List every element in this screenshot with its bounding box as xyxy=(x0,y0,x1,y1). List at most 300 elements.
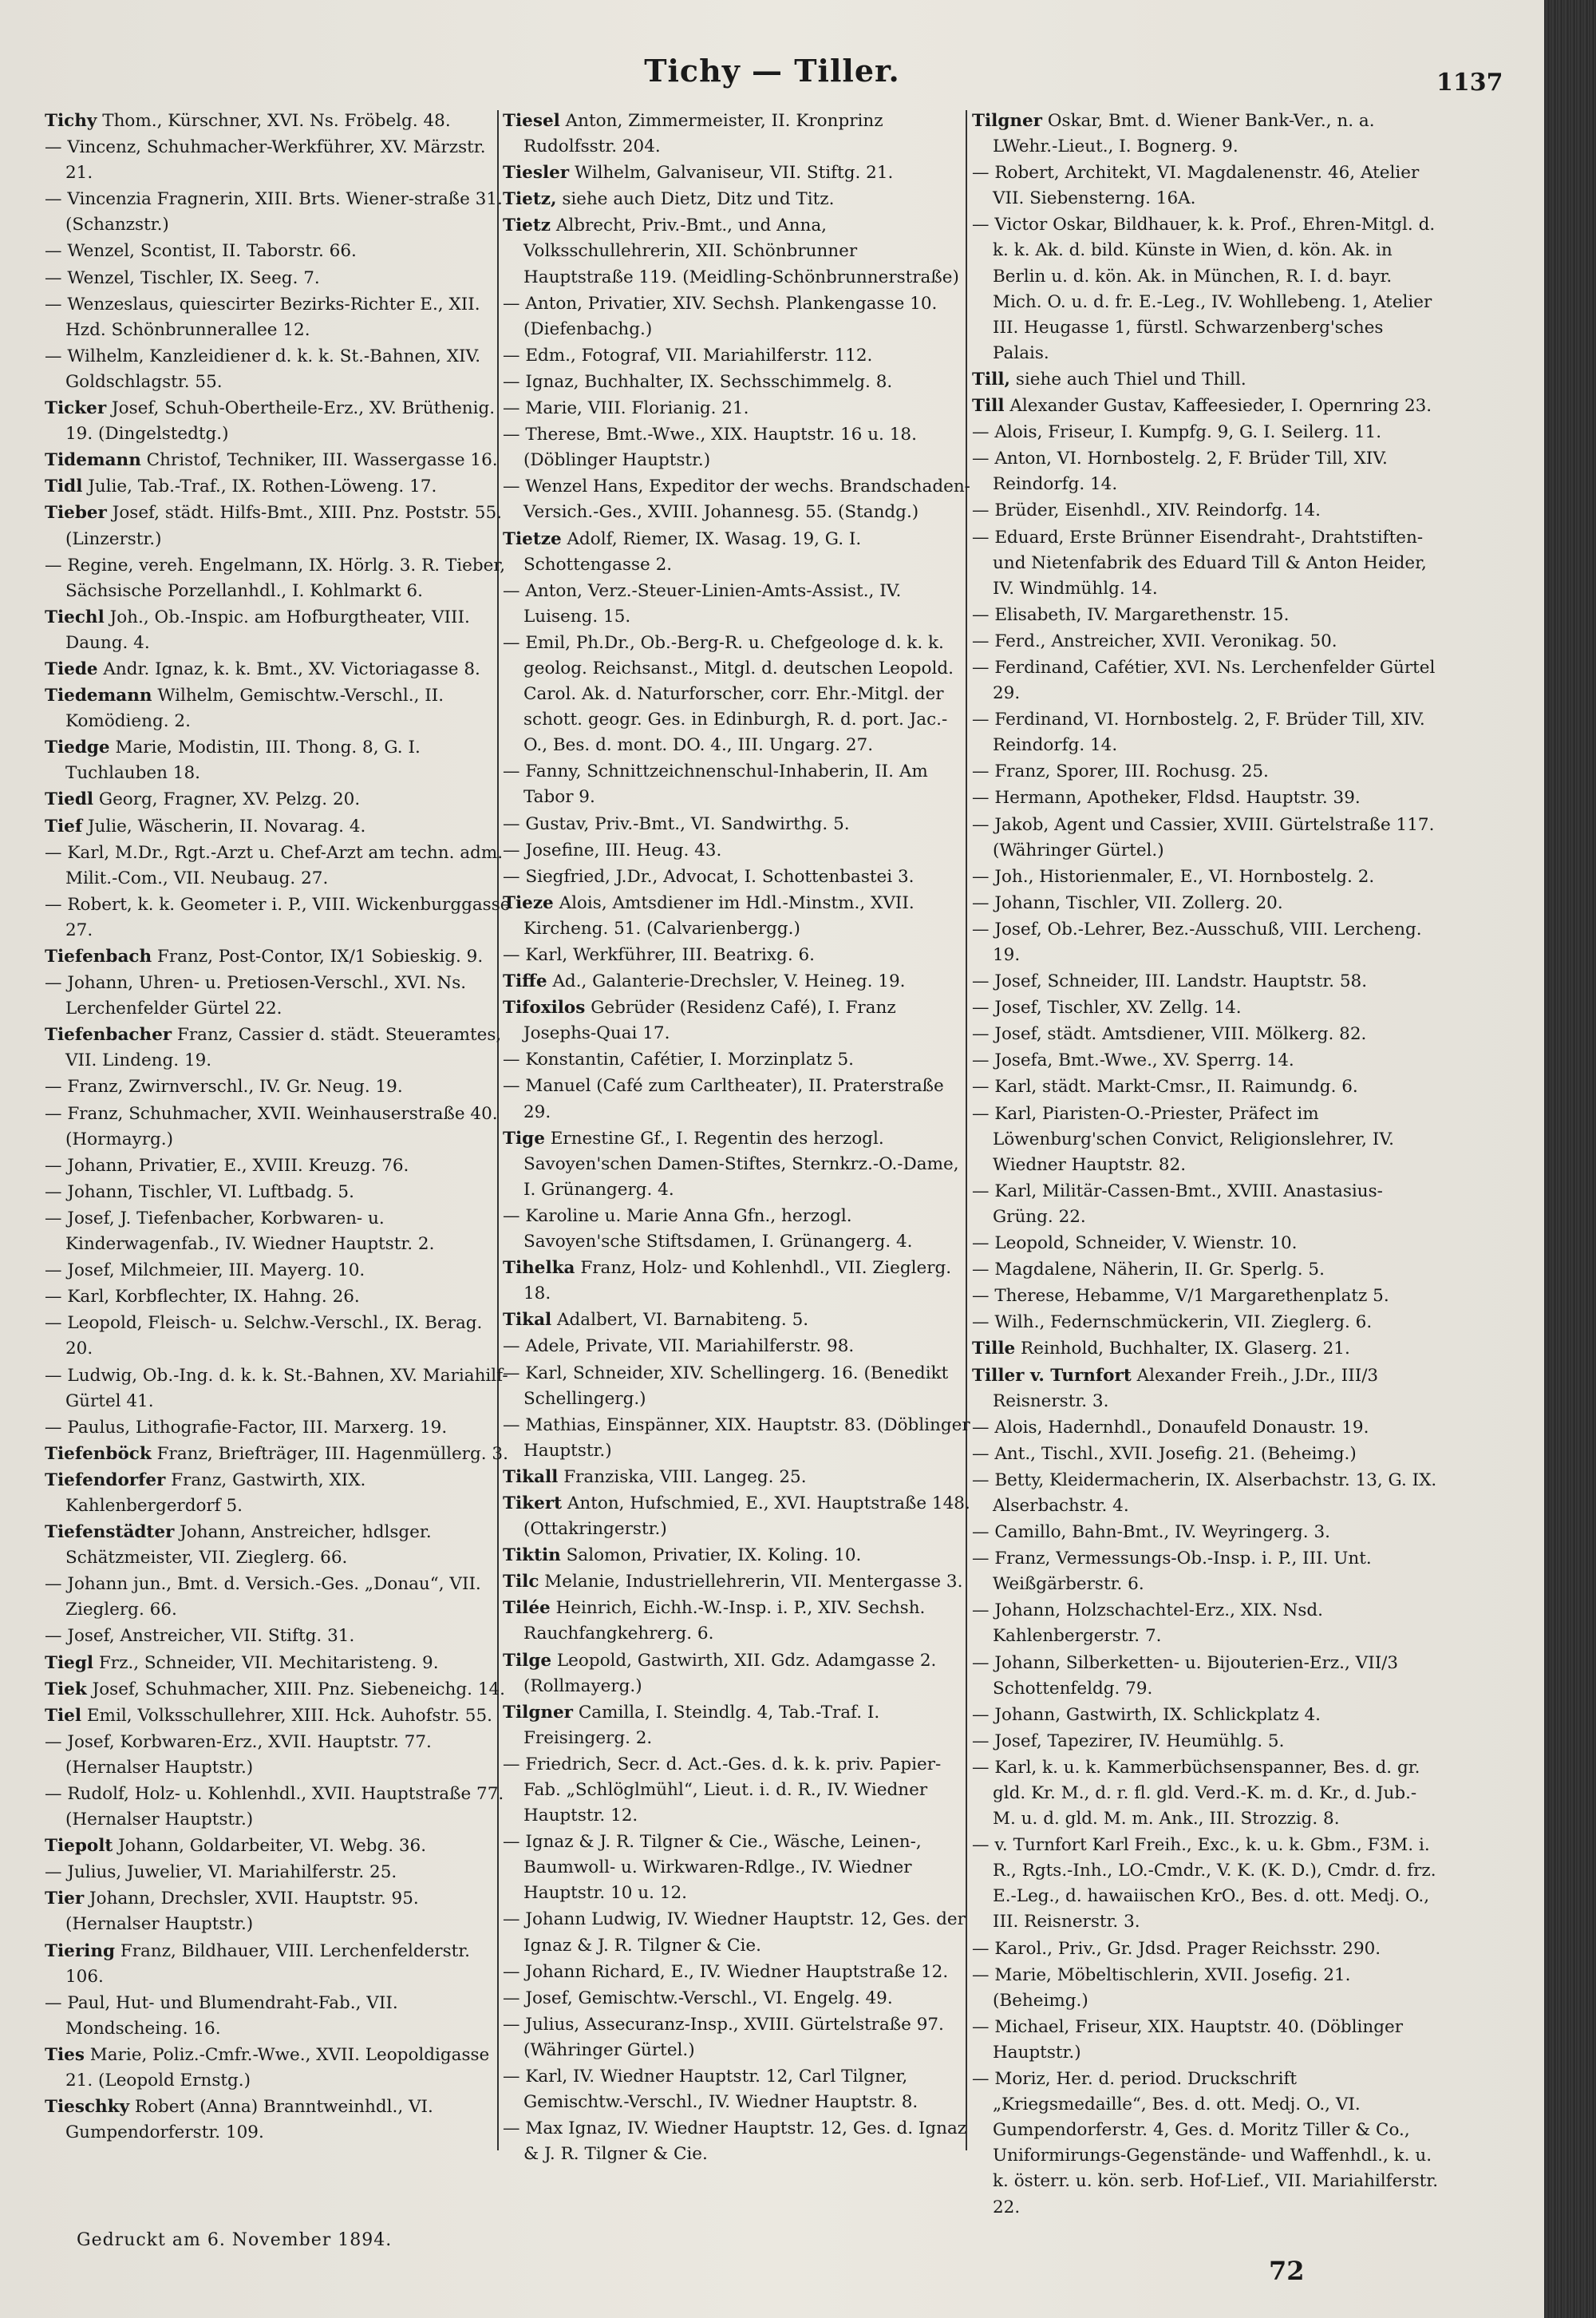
directory-entry xyxy=(503,812,970,837)
entry-text: Melanie, Industriellehrerin, VII. Mentergasse 3. xyxy=(544,1572,963,1592)
entry-text: — Karl, k. u. k. Kammerbüchsenspanner, Bes. d. gr. gld. Kr. M., d. r. fl. gld. Verd.-K. m. d. Kr., d. Jub.-M. u. d. gld. M. m. Ank., III. Strozzig. 8. xyxy=(972,1757,1420,1829)
entry-text: — Johann, Privatier, E., XVIII. Kreuzg. 76. xyxy=(45,1155,409,1176)
entry-text: — Johann, Tischler, VI. Luftbadg. 5. xyxy=(45,1181,354,1202)
entry-surname: Tiesler xyxy=(503,163,570,184)
entry-text: — Karl, Werkführer, III. Beatrixg. 6. xyxy=(503,945,815,965)
directory-entry xyxy=(45,1284,512,1310)
entry-text: Anton, Hufschmied, E., XVI. Hauptstraße 148. (Ottakringerstr.) xyxy=(523,1493,970,1540)
entry-text: — Karl, IV. Wiedner Hauptstr. 12, Carl Tilgner, Gemischtw.-Verschl., IV. Wiedner Hauptstr. 8. xyxy=(503,2067,918,2113)
entry-text: Reinhold, Buchhalter, IX. Glaserg. 21. xyxy=(1021,1339,1350,1359)
directory-entry xyxy=(503,187,970,212)
directory-entry xyxy=(972,2067,1440,2221)
entry-text: Ad., Galanterie-Drechsler, V. Heineg. 19. xyxy=(552,971,906,992)
directory-entry xyxy=(45,1153,512,1179)
entry-surname: Tiedge xyxy=(45,738,110,758)
directory-entry xyxy=(503,1074,970,1125)
entry-text: — Josef, Korbwaren-Erz., XVII. Hauptstr. 77. (Hernalser Hauptstr.) xyxy=(45,1731,432,1778)
entry-text: Albrecht, Priv.-Bmt., und Anna, Volksschullehrerin, XII. Schönbrunner Hauptstraße 119. (Meidling-Schönbrunnerstraße) xyxy=(523,216,959,287)
directory-entry xyxy=(45,1677,512,1703)
entry-text: — Karl, Schneider, XIV. Schellingerg. 16. (Benedikt Schellingerg.) xyxy=(503,1363,949,1409)
entry-surname: Tieze xyxy=(503,892,554,913)
entry-text: Adalbert, VI. Barnabiteng. 5. xyxy=(557,1310,809,1331)
entry-text: Frz., Schneider, VII. Mechitaristeng. 9. xyxy=(98,1652,439,1673)
entry-text: — Therese, Bmt.-Wwe., XIX. Hauptstr. 16 u. 18. (Döblinger Hauptstr.) xyxy=(503,425,917,471)
directory-entry xyxy=(503,864,970,890)
directory-entry xyxy=(503,160,970,186)
entry-text: Emil, Volksschullehrer, XIII. Hck. Auhofstr. 55. xyxy=(86,1705,492,1726)
directory-entry xyxy=(972,1074,1440,1100)
directory-entry xyxy=(972,785,1440,811)
directory-entry xyxy=(45,2043,512,2094)
entry-text: — Karl, Piaristen-O.-Priester, Präfect im Löwenburg'schen Convict, Religionslehrer, IV. Wiedner Hauptstr. 82. xyxy=(972,1103,1394,1175)
print-date: Gedruckt am 6. November 1894. xyxy=(77,2230,393,2250)
entry-text: — Vincenzia Fragnerin, XIII. Brts. Wiener-straße 31. (Schanzstr.) xyxy=(45,189,503,235)
directory-entry xyxy=(503,1907,970,1958)
directory-entry xyxy=(972,1179,1440,1230)
entry-text: — Johann, Holzschachtel-Erz., XIX. Nsd. Kahlenbergerstr. 7. xyxy=(972,1600,1323,1647)
entry-text: — Paul, Hut- und Blumendraht-Fab., VII. Mondscheing. 16. xyxy=(45,1992,398,2039)
directory-entry xyxy=(972,1520,1440,1545)
entry-text: Franz, Bildhauer, VIII. Lerchenfelderstr. 106. xyxy=(65,1940,471,1987)
directory-entry xyxy=(503,1596,970,1647)
directory-entry xyxy=(972,1284,1440,1309)
directory-entry xyxy=(45,1415,512,1441)
directory-entry xyxy=(45,1782,512,1833)
entry-text: — Wenzeslaus, quiescirter Bezirks-Richter E., XII. Hzd. Schönbrunnerallee 12. xyxy=(45,294,480,340)
entry-surname: Tilgner xyxy=(972,111,1043,131)
entry-surname: Tiefenbacher xyxy=(45,1025,172,1046)
entry-text: — Josefa, Bmt.-Wwe., XV. Sperrg. 14. xyxy=(972,1050,1294,1071)
entry-text: — Julius, Assecuranz-Insp., XVIII. Gürtelstraße 97. (Währinger Gürtel.) xyxy=(503,2014,944,2060)
entry-text: — Johann, Tischler, VII. Zollerg. 20. xyxy=(972,892,1283,913)
entry-text: — Karol., Priv., Gr. Jdsd. Prager Reichsstr. 290. xyxy=(972,1938,1381,1959)
entry-text: Adolf, Riemer, IX. Wasag. 19, G. I. Schottengasse 2. xyxy=(523,528,862,575)
directory-entry xyxy=(972,1415,1440,1441)
entry-text: — Josef, Tapezirer, IV. Heumühlg. 5. xyxy=(972,1731,1285,1751)
directory-entry xyxy=(972,1936,1440,1962)
entry-text: — Ant., Tischl., XVII. Josefig. 21. (Beheimg.) xyxy=(972,1443,1357,1464)
entry-text: — Edm., Fotograf, VII. Mariahilferstr. 112. xyxy=(503,345,873,366)
directory-entry xyxy=(503,2012,970,2063)
entry-text: Robert (Anna) Branntweinhdl., VI. Gumpendorferstr. 109. xyxy=(65,2097,433,2143)
entry-text: — Victor Oskar, Bildhauer, k. k. Prof., Ehren-Mitgl. d. k. k. Ak. d. bild. Künste in Wien, d. kön. Ak. in Berlin u. d. kön. Ak. in München, R. I. d. bayr. Mich. O. u. d. fr. E.-Leg., IV. Wohllebeng. 1, Atelier III. Heugasse 1, fürstl. Schwarzenberg'sches Palais. xyxy=(972,215,1436,363)
directory-entry xyxy=(503,527,970,578)
running-head: Tichy — Tiller. xyxy=(644,53,900,89)
directory-entry xyxy=(503,1543,970,1568)
directory-entry xyxy=(503,109,970,160)
directory-entry xyxy=(45,1102,512,1153)
directory-entry xyxy=(45,1651,512,1676)
entry-text: — Josef, Schneider, III. Landstr. Hauptstr. 58. xyxy=(972,971,1368,992)
entry-surname: Tietze xyxy=(503,528,562,549)
entry-text: Alexander Gustav, Kaffeesieder, I. Opernring 23. xyxy=(1009,396,1432,417)
entry-surname: Tiepolt xyxy=(45,1836,113,1857)
directory-entry xyxy=(503,422,970,473)
entry-text: — Karl, Militär-Cassen-Bmt., XVIII. Anastasius-Grüng. 22. xyxy=(972,1181,1383,1227)
entry-text: — Johann Richard, E., IV. Wiedner Hauptstraße 12. xyxy=(503,1961,949,1982)
entry-surname: Tikall xyxy=(503,1466,559,1487)
entry-text: — Ferd., Anstreicher, XVII. Veronikag. 50. xyxy=(972,631,1337,651)
entry-text: — Adele, Private, VII. Mariahilferstr. 98. xyxy=(503,1336,855,1357)
entry-text: Franziska, VIII. Langeg. 25. xyxy=(563,1466,807,1487)
entry-text: — Karl, M.Dr., Rgt.-Arzt u. Chef-Arzt am techn. adm. Milit.-Com., VII. Neubaug. 27. xyxy=(45,842,504,888)
entry-text: — Karl, städt. Markt-Cmsr., II. Raimundg. 6. xyxy=(972,1077,1358,1098)
entry-surname: Tiesel xyxy=(503,111,560,131)
entry-text: — Anton, Privatier, XIV. Sechsh. Plankengasse 10. (Diefenbachg.) xyxy=(503,293,938,339)
entry-text: — Camillo, Bahn-Bmt., IV. Weyringerg. 3. xyxy=(972,1522,1330,1543)
directory-entry xyxy=(972,1257,1440,1283)
entry-text: — Konstantin, Cafétier, I. Morzinplatz 5. xyxy=(503,1050,854,1070)
directory-entry xyxy=(503,1491,970,1542)
entry-text: — Therese, Hebamme, V/1 Margarethenplatz 5. xyxy=(972,1286,1389,1307)
directory-entry xyxy=(45,944,512,970)
directory-entry xyxy=(45,474,512,500)
entry-text: Julie, Wäscherin, II. Novarag. 4. xyxy=(87,816,366,837)
directory-entry xyxy=(972,1651,1440,1702)
directory-entry xyxy=(503,631,970,758)
directory-entry xyxy=(972,1022,1440,1047)
entry-surname: Till, xyxy=(972,369,1010,390)
directory-entry xyxy=(503,1413,970,1464)
entry-surname: Tieber xyxy=(45,503,107,524)
entry-text: Johann, Goldarbeiter, VI. Webg. 36. xyxy=(118,1836,427,1857)
entry-text: — Anton, VI. Hornbostelg. 2, F. Brüder Till, XIV. Reindorfg. 14. xyxy=(972,449,1388,495)
directory-entry xyxy=(45,1886,512,1937)
entry-text: — Leopold, Fleisch- u. Selchw.-Verschl., IX. Berag. 20. xyxy=(45,1313,483,1359)
directory-entry xyxy=(45,292,512,343)
entry-text: Christof, Techniker, III. Wassergasse 16. xyxy=(146,450,498,471)
directory-entry xyxy=(503,396,970,421)
directory-entry xyxy=(972,160,1440,212)
entry-surname: Tiffe xyxy=(503,971,547,992)
entry-text: — Joh., Historienmaler, E., VI. Hornbostelg. 2. xyxy=(972,866,1375,887)
directory-entry xyxy=(972,603,1440,628)
directory-entry xyxy=(45,396,512,447)
directory-entry xyxy=(45,605,512,656)
directory-entry xyxy=(45,1520,512,1571)
directory-entry xyxy=(45,187,512,238)
entry-text: — Moriz, Her. d. period. Druckschrift „Kriegsmedaille“, Bes. d. ott. Medj. O., VI. Gumpendorferstr. 4, Ges. d. Moritz Tiller & Co., Uniformirungs-Gegenstände- und Waffenhdl., k. u. k. österr. u. kön. serb. Hof-Lief., VII. Mariahilferstr. 22. xyxy=(972,2069,1439,2217)
directory-entry xyxy=(45,1624,512,1649)
directory-entry xyxy=(972,917,1440,968)
entry-surname: Tiel xyxy=(45,1705,82,1726)
entry-surname: Tidemann xyxy=(45,450,141,471)
entry-surname: Tiefenbach xyxy=(45,947,152,967)
entry-text: siehe auch Dietz, Ditz und Titz. xyxy=(562,189,835,210)
entry-text: — Magdalene, Näherin, II. Gr. Sperlg. 5. xyxy=(972,1260,1325,1280)
directory-entry xyxy=(45,814,512,840)
directory-entry xyxy=(972,1231,1440,1256)
entry-surname: Tiktin xyxy=(503,1545,561,1566)
entry-text: — Siegfried, J.Dr., Advocat, I. Schottenbastei 3. xyxy=(503,866,915,887)
entry-text: — Max Ignaz, IV. Wiedner Hauptstr. 12, Ges. d. Ignaz & J. R. Tilgner & Cie. xyxy=(503,2118,967,2165)
directory-entry xyxy=(503,995,970,1046)
entry-text: siehe auch Thiel und Thill. xyxy=(1015,369,1246,390)
entry-text: Alexander Freih., J.Dr., III/3 Reisnerstr. 3. xyxy=(993,1365,1379,1411)
directory-entry xyxy=(45,735,512,786)
entry-text: — Elisabeth, IV. Margarethenstr. 15. xyxy=(972,604,1290,625)
entry-text: — Manuel (Café zum Carltheater), II. Praterstraße 29. xyxy=(503,1076,944,1122)
entry-text: Josef, städt. Hilfs-Bmt., XIII. Pnz. Poststr. 55. (Linzerstr.) xyxy=(65,503,502,549)
directory-entry xyxy=(45,683,512,734)
directory-entry xyxy=(972,1442,1440,1467)
directory-entry xyxy=(972,1102,1440,1178)
directory-entry xyxy=(503,1307,970,1333)
entry-surname: Tief xyxy=(45,816,83,837)
directory-entry xyxy=(45,841,512,892)
directory-entry xyxy=(45,1311,512,1362)
entry-text: — Franz, Sporer, III. Rochusg. 25. xyxy=(972,761,1269,782)
directory-entry xyxy=(45,1572,512,1623)
entry-text: Wilhelm, Gemischtw.-Verschl., II. Komödieng. 2. xyxy=(65,686,444,732)
entry-text: — Ignaz & J. R. Tilgner & Cie., Wäsche, Leinen-, Baumwoll- u. Wirkwaren-Rdlge., IV. Wiedner Hauptstr. 10 u. 12. xyxy=(503,1832,922,1904)
entry-surname: Tille xyxy=(972,1339,1016,1359)
entry-text: — Josef, Anstreicher, VII. Stiftg. 31. xyxy=(45,1626,355,1647)
directory-entry xyxy=(45,657,512,682)
entry-text: Johann, Anstreicher, hdlsger. Schätzmeister, VII. Zieglerg. 66. xyxy=(65,1522,432,1568)
entry-text: Thom., Kürschner, XVI. Ns. Fröbelg. 48. xyxy=(102,111,451,131)
directory-entry xyxy=(45,1258,512,1284)
entry-text: Camilla, I. Steindlg. 4, Tab.-Traf. I. Freisingerg. 2. xyxy=(523,1702,880,1748)
entry-text: — Jakob, Agent und Cassier, XVIII. Gürtelstraße 117. (Währinger Gürtel.) xyxy=(972,814,1435,860)
directory-entry xyxy=(45,892,512,943)
entry-text: Franz, Post-Contor, IX/1 Sobieskig. 9. xyxy=(156,947,484,967)
directory-entry xyxy=(972,891,1440,916)
entry-text: — Josef, Ob.-Lehrer, Bez.-Ausschuß, VIII. Lercheng. 19. xyxy=(972,919,1422,965)
directory-entry xyxy=(972,1703,1440,1728)
directory-entry xyxy=(503,943,970,968)
entry-surname: Tilge xyxy=(503,1650,552,1671)
entry-text: — Alois, Hadernhdl., Donaufeld Donaustr. 19. xyxy=(972,1417,1369,1438)
entry-text: — Johann Ludwig, IV. Wiedner Hauptstr. 12, Ges. der Ignaz & J. R. Tilgner & Cie. xyxy=(503,1909,966,1956)
directory-entry xyxy=(503,291,970,342)
entry-text: — Eduard, Erste Brünner Eisendraht-, Drahtstiften- und Nietenfabrik des Eduard Till & Anton Heider, IV. Windmühlg. 14. xyxy=(972,527,1427,599)
directory-entry xyxy=(503,1256,970,1307)
directory-entry xyxy=(972,1546,1440,1597)
directory-entry xyxy=(972,1468,1440,1519)
entry-text: Anton, Zimmermeister, II. Kronprinz Rudolfsstr. 204. xyxy=(523,111,883,157)
entry-surname: Ticker xyxy=(45,398,107,419)
directory-entry xyxy=(45,109,512,134)
entry-surname: Tidl xyxy=(45,477,83,497)
directory-entry xyxy=(45,500,512,552)
directory-entry xyxy=(503,2116,970,2167)
entry-text: — Marie, VIII. Florianig. 21. xyxy=(503,398,749,419)
directory-entry xyxy=(503,1204,970,1255)
entry-text: Franz, Holz- und Kohlenhdl., VII. Zieglerg. 18. xyxy=(523,1258,952,1304)
directory-entry xyxy=(503,1334,970,1359)
entry-text: Julie, Tab.-Traf., IX. Rothen-Löweng. 17. xyxy=(88,477,437,497)
directory-entry xyxy=(972,969,1440,995)
entry-surname: Tiek xyxy=(45,1679,87,1699)
directory-entry xyxy=(972,212,1440,366)
entry-text: — Johann, Silberketten- u. Bijouterien-Erz., VII/3 Schottenfeldg. 79. xyxy=(972,1652,1399,1699)
directory-entry xyxy=(503,1700,970,1751)
entry-text: Franz, Gastwirth, XIX. Kahlenbergerdorf 5. xyxy=(65,1470,366,1516)
entry-text: Ernestine Gf., I. Regentin des herzogl. Savoyen'schen Damen-Stiftes, Sternkrz.-O.-Dame, I. Grünangerg. 4. xyxy=(523,1128,959,1200)
column-2 xyxy=(503,109,970,2165)
entry-text: — Josefine, III. Heug. 43. xyxy=(503,840,722,860)
directory-entry xyxy=(972,1310,1440,1335)
directory-entry xyxy=(972,759,1440,785)
directory-entry xyxy=(972,109,1440,160)
directory-entry xyxy=(45,1991,512,2042)
entry-surname: Tiechl xyxy=(45,607,105,627)
directory-entry xyxy=(503,969,970,995)
directory-entry xyxy=(45,787,512,813)
entry-text: Josef, Schuhmacher, XIII. Pnz. Siebeneichg. 14. xyxy=(92,1679,506,1699)
entry-text: — Josef, städt. Amtsdiener, VIII. Mölkerg. 82. xyxy=(972,1024,1367,1045)
entry-surname: Tilée xyxy=(503,1598,551,1619)
entry-surname: Till xyxy=(972,396,1005,417)
entry-text: — Johann, Gastwirth, IX. Schlickplatz 4. xyxy=(972,1704,1321,1725)
entry-text: Andr. Ignaz, k. k. Bmt., XV. Victoriagasse 8. xyxy=(103,659,480,679)
entry-text: — Johann, Uhren- u. Pretiosen-Verschl., XVI. Ns. Lerchenfelder Gürtel 22. xyxy=(45,973,467,1019)
signature-mark: 72 xyxy=(1269,2256,1305,2286)
directory-entry xyxy=(972,420,1440,445)
entry-surname: Tiegl xyxy=(45,1652,94,1673)
entry-text: — Karoline u. Marie Anna Gfn., herzogl. Savoyen'sche Stiftsdamen, I. Grünangerg. 4. xyxy=(503,1205,913,1252)
entry-surname: Tige xyxy=(503,1128,545,1149)
entry-text: Joh., Ob.-Inspic. am Hofburgtheater, VIII. Daung. 4. xyxy=(65,607,470,653)
directory-entry xyxy=(972,498,1440,524)
directory-entry xyxy=(45,1860,512,1885)
directory-entry xyxy=(45,971,512,1022)
entry-text: — Wenzel, Tischler, IX. Seeg. 7. xyxy=(45,267,320,288)
entry-text: — Ferdinand, Cafétier, XVI. Ns. Lerchenfelder Gürtel 29. xyxy=(972,657,1436,704)
entry-surname: Tilgner xyxy=(503,1702,574,1723)
entry-text: — Alois, Friseur, I. Kumpfg. 9, G. I. Seilerg. 11. xyxy=(972,422,1382,443)
directory-entry xyxy=(972,995,1440,1021)
directory-entry xyxy=(503,370,970,395)
entry-text: — Emil, Ph.Dr., Ob.-Berg-R. u. Chefgeologe d. k. k. geolog. Reichsanst., Mitgl. d. deutschen Leopold. Carol. Ak. d. Naturforscher, corr. Ehr.-Mitgl. der schott. geogr. Ges. in Edinburgh, R. d. port. Jac.-O., Bes. d. mont. DO. 4., III. Ungarg. 27. xyxy=(503,632,954,756)
entry-surname: Tiller v. Turnfort xyxy=(972,1365,1132,1386)
entry-text: Wilhelm, Galvaniseur, VII. Stiftg. 21. xyxy=(574,163,894,184)
entry-surname: Tietz xyxy=(503,216,551,236)
entry-surname: Tieschky xyxy=(45,2097,130,2118)
directory-entry xyxy=(503,1126,970,1203)
entry-surname: Tifoxilos xyxy=(503,998,586,1019)
entry-text: — Robert, k. k. Geometer i. P., VIII. Wickenburggasse 27. xyxy=(45,894,511,940)
directory-entry xyxy=(45,1468,512,1519)
directory-entry xyxy=(45,1833,512,1859)
directory-entry xyxy=(503,759,970,810)
entry-surname: Tietz, xyxy=(503,189,557,210)
entry-surname: Tikert xyxy=(503,1493,563,1513)
entry-surname: Tiede xyxy=(45,659,98,679)
entry-text: Salomon, Privatier, IX. Koling. 10. xyxy=(566,1545,862,1566)
directory-entry xyxy=(503,2064,970,2115)
entry-surname: Tiedl xyxy=(45,789,94,810)
entry-text: Johann, Drechsler, XVII. Hauptstr. 95. (Hernalser Hauptstr.) xyxy=(65,1889,419,1935)
directory-entry xyxy=(45,239,512,264)
directory-entry xyxy=(503,1752,970,1829)
directory-entry xyxy=(972,525,1440,602)
entry-text: — Leopold, Schneider, V. Wienstr. 10. xyxy=(972,1233,1298,1254)
entry-text: — Rudolf, Holz- u. Kohlenhdl., XVII. Hauptstraße 77. (Hernalser Hauptstr.) xyxy=(45,1784,504,1830)
directory-entry xyxy=(972,1048,1440,1074)
directory-entry xyxy=(45,553,512,604)
directory-entry xyxy=(972,1755,1440,1832)
directory-entry xyxy=(972,1598,1440,1649)
directory-entry xyxy=(503,838,970,864)
directory-entry xyxy=(503,343,970,369)
directory-entry xyxy=(503,891,970,942)
directory-entry xyxy=(45,266,512,291)
directory-entry xyxy=(503,1465,970,1490)
entry-surname: Tiefenstädter xyxy=(45,1522,175,1543)
entry-text: — Brüder, Eisenhdl., XIV. Reindorfg. 14. xyxy=(972,500,1321,521)
directory-entry xyxy=(972,1833,1440,1935)
entry-text: — Karl, Korbflechter, IX. Hahng. 26. xyxy=(45,1287,360,1307)
entry-text: Georg, Fragner, XV. Pelzg. 20. xyxy=(98,789,361,810)
entry-text: — Hermann, Apotheker, Fldsd. Hauptstr. 39. xyxy=(972,788,1361,809)
entry-text: — Julius, Juwelier, VI. Mariahilferstr. 25. xyxy=(45,1862,397,1883)
entry-surname: Tiefendorfer xyxy=(45,1470,166,1490)
entry-text: — Vincenz, Schuhmacher-Werkführer, XV. Märzstr. 21. xyxy=(45,137,486,184)
entry-text: — Ludwig, Ob.-Ing. d. k. k. St.-Bahnen, XV. Mariahilf-Gürtel 41. xyxy=(45,1365,508,1411)
directory-entry xyxy=(972,707,1440,758)
entry-text: — Mathias, Einspänner, XIX. Hauptstr. 83. (Döblinger Hauptstr.) xyxy=(503,1414,970,1461)
entry-text: — Ferdinand, VI. Hornbostelg. 2, F. Brüder Till, XIV. Reindorfg. 14. xyxy=(972,710,1425,756)
directory-entry xyxy=(503,1569,970,1595)
entry-surname: Tiering xyxy=(45,1940,116,1961)
directory-entry xyxy=(45,1730,512,1781)
directory-entry xyxy=(503,1829,970,1906)
directory-entry xyxy=(972,864,1440,890)
entry-text: Alois, Amtsdiener im Hdl.-Minstm., XVII. Kircheng. 51. (Calvarienbergg.) xyxy=(523,892,915,939)
directory-entry xyxy=(972,1336,1440,1362)
directory-entry xyxy=(972,394,1440,419)
entry-text: Marie, Modistin, III. Thong. 8, G. I. Tuchlauben 18. xyxy=(65,738,421,784)
entry-text: Gebrüder (Residenz Café), I. Franz Josephs-Quai 17. xyxy=(523,998,896,1044)
entry-text: — Betty, Kleidermacherin, IX. Alserbachstr. 13, G. IX. Alserbachstr. 4. xyxy=(972,1470,1437,1516)
entry-text: Marie, Poliz.-Cmfr.-Wwe., XVII. Leopoldigasse 21. (Leopold Ernstg.) xyxy=(65,2044,490,2091)
entry-surname: Tilc xyxy=(503,1572,539,1592)
entry-text: — Wenzel, Scontist, II. Taborstr. 66. xyxy=(45,241,357,262)
directory-entry xyxy=(972,367,1440,393)
entry-text: — Michael, Friseur, XIX. Hauptstr. 40. (Döblinger Hauptstr.) xyxy=(972,2016,1404,2063)
directory-entry xyxy=(503,1361,970,1412)
entry-text: — Wilhelm, Kanzleidiener d. k. k. St.-Bahnen, XIV. Goldschlagstr. 55. xyxy=(45,346,481,392)
entry-text: — Marie, Möbeltischlerin, XVII. Josefig. 21. (Beheimg.) xyxy=(972,1964,1351,2011)
entry-text: — Regine, vereh. Engelmann, IX. Hörlg. 3. R. Tieber, Sächsische Porzellanhdl., I. Kohlmarkt 6. xyxy=(45,555,506,601)
column-3 xyxy=(972,109,1440,2217)
directory-entry xyxy=(45,1180,512,1205)
entry-text: Oskar, Bmt. d. Wiener Bank-Ver., n. a. LWehr.-Lieut., I. Bognerg. 9. xyxy=(993,111,1375,157)
entry-text: — Franz, Vermessungs-Ob.-Insp. i. P., III. Unt. Weißgärberstr. 6. xyxy=(972,1549,1372,1595)
entry-text: Franz, Cassier d. städt. Steueramtes, VII. Lindeng. 19. xyxy=(65,1025,502,1071)
directory-entry xyxy=(503,1960,970,1985)
entry-surname: Tikal xyxy=(503,1310,552,1331)
entry-text: — Josef, J. Tiefenbacher, Korbwaren- u. Kinderwagenfab., IV. Wiedner Hauptstr. 2. xyxy=(45,1208,435,1255)
entry-text: — v. Turnfort Karl Freih., Exc., k. u. k. Gbm., F3M. i. R., Rgts.-Inh., LO.-Cmdr., V. K. (K. D.), Cmdr. d. frz. E.-Leg., d. hawaiischen KrO., Bes. d. ott. Medj. O., III. Reisnerstr. 3. xyxy=(972,1835,1436,1932)
entry-text: Franz, Briefträger, III. Hagenmüllerg. 3. xyxy=(156,1443,508,1464)
entry-text: — Friedrich, Secr. d. Act.-Ges. d. k. k. priv. Papier-Fab. „Schlöglmühl“, Lieut. i. d. R., IV. Wiedner Hauptstr. 12. xyxy=(503,1754,942,1826)
entry-text: — Wilh., Federnschmückerin, VII. Zieglerg. 6. xyxy=(972,1312,1373,1333)
directory-entry xyxy=(45,448,512,473)
directory-entry xyxy=(503,474,970,525)
directory-entry xyxy=(45,1703,512,1729)
directory-entry xyxy=(45,1442,512,1467)
entry-text: — Gustav, Priv.-Bmt., VI. Sandwirthg. 5. xyxy=(503,813,850,834)
entry-surname: Tihelka xyxy=(503,1258,575,1279)
directory-entry xyxy=(972,446,1440,497)
directory-entry xyxy=(972,655,1440,706)
directory-entry xyxy=(972,1729,1440,1754)
directory-entry xyxy=(972,813,1440,864)
entry-text: — Paulus, Lithografie-Factor, III. Marxerg. 19. xyxy=(45,1417,448,1438)
